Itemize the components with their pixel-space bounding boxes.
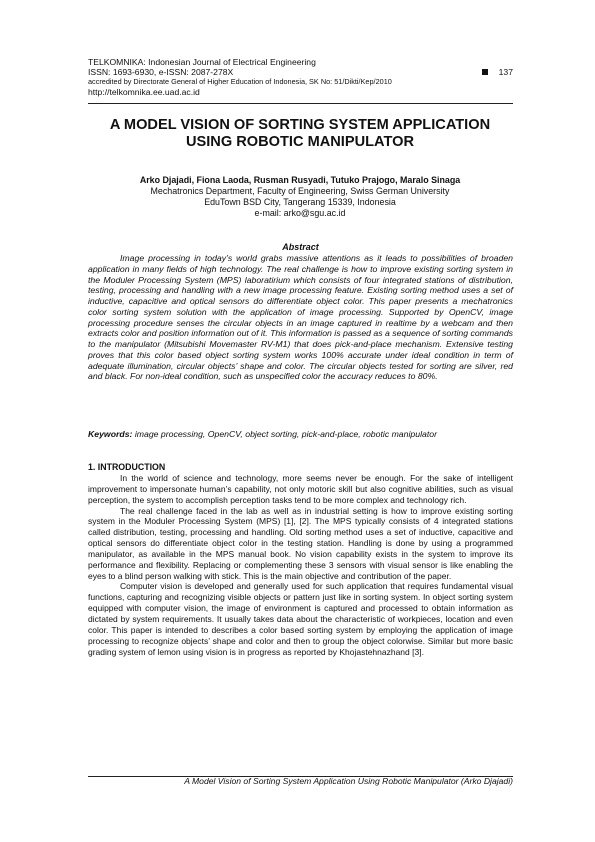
keywords-text: image processing, OpenCV, object sorting, pick-and-place, robotic manipulator [134,429,437,439]
abstract-heading: Abstract [282,242,319,252]
issn: ISSN: 1693-6930, e-ISSN: 2087-278X [88,67,234,77]
keywords [88,429,513,440]
intro-paragraph: The real challenge faced in the lab as well as in industrial setting is how to improve existing sorting system in the Moduler Processing System (MPS) [1], [2]. The MPS typically consists of 4 integrated stations called distribution, testing, processing and handling. Old sorting method uses a set of inductive, capacitive and optical sensors do differentiate object color in the testing station. Handling is done by using a programmed manipulator, as available in the MPS manual book. No vision capability exists in the system to improve its performance and flexibility. Replacing or complementing these 3 sensors with visual sensor is like enabling the eyes to a blind person walking with stick. This is the main objective and contribution of the paper. [88,505,513,581]
square-bullet-icon [482,69,488,75]
author-email: e-mail: arko@sgu.ac.id [254,208,346,218]
affiliation-line-1: Mechatronics Department, Faculty of Engineering, Swiss German University [150,186,450,196]
section-heading-introduction: 1. INTRODUCTION [88,462,166,472]
page-footer: A Model Vision of Sorting System Application Using Robotic Manipulator (Arko Djajadi) [184,776,513,786]
title-line-1: A MODEL VISION OF SORTING SYSTEM APPLICATION [109,117,491,133]
authors: Arko Djajadi, Fiona Laoda, Rusman Rusyadi, Tutuko Prajogo, Maralo Sinaga [139,175,461,185]
abstract-text: Image processing in today’s world grabs massive attentions as it leads to possibilities of broaden application in many fields of high technology. The real challenge is how to improve existing sorting system in the Moduler Processing System (MPS) laboratirium which consists of four integrated stations of distribution, testing, processing and handling with a new image processing feature. Existing sorting method uses a set of inductive, capacitive and optical sensors do differentiate object color. This paper presents a mechatronics color sorting system solution with the application of image processing. Supported by OpenCV, image processing procedure senses the circular objects in an image captured in realtime by a webcam and then extracts color and position information out of it. This information is passed as a sequence of sorting commands to the manipulator (Mitsubishi Movemaster RV-M1) that does pick-and-place mechanism. Extensive testing proves that this color based object sorting system works 100% accurate under ideal condition in term of adequate illumination, circular objects’ shape and color. The circular objects tested for sorting are silver, red and black. For non-ideal condition, such as unspecified color the accuracy reduces to 80%. [88,253,513,382]
introduction-body [88,473,513,657]
affiliation [60,186,540,219]
header-rule [88,103,513,104]
journal-header [88,57,513,97]
journal-url[interactable]: http://telkomnika.ee.uad.ac.id [88,87,200,97]
keywords-label: Keywords: [88,429,133,439]
intro-paragraph: In the world of science and technology, more seems never be enough. For the sake of intelligent improvement to impersonate human’s capability, not only motoric skill but also cognitive abilities, such as visual perception, the system to accomplish perception tasks tend to be more complex and technology rich. [88,473,513,505]
intro-paragraph: Computer vision is developed and generally used for such application that requires fundamental visual functions, capturing and recognizing visible objects or pattern just like in sorting system. In object sorting system equipped with computer vision, the image of environment is captured and processed to obtain information as dictated by system requirements. It usually takes data about the characteristic of workpieces, location and even color. This paper is intended to describes a color based sorting system by employing the application of image processing to recognize objects’ shape and color and then to group the object colorwise. Similar but more basic grading system of lemon using vision is in progress as reported by Khojastehnazhand [3]. [88,581,513,657]
journal-name: TELKOMNIKA: Indonesian Journal of Electrical Engineering [88,57,316,67]
paper-title [60,117,540,151]
page-number [482,67,513,77]
page-number-value: 137 [498,67,513,77]
accreditation: accredited by Directorate General of Higher Education of Indonesia, SK No: 51/Dikti/Kep/2010 [88,77,392,86]
affiliation-line-2: EduTown BSD City, Tangerang 15339, Indonesia [204,197,396,207]
title-line-2: USING ROBOTIC MANIPULATOR [185,134,415,150]
